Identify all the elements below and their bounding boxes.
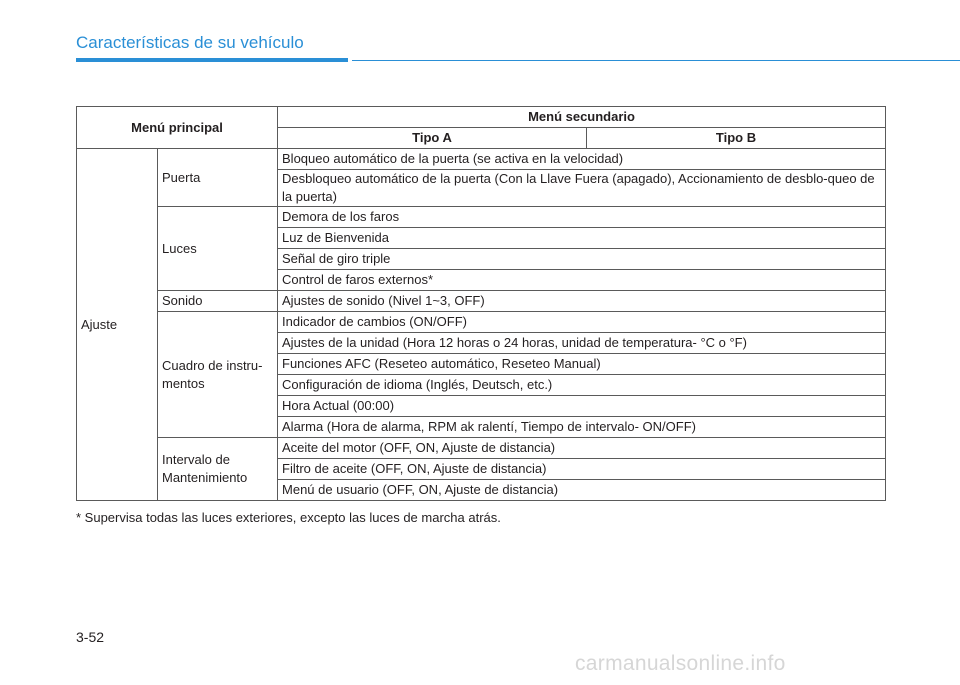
submenu-group-luces: Luces [158,207,278,291]
table-cell: Demora de los faros [278,207,886,228]
col-header-type-b: Tipo B [587,128,886,149]
table-row [77,207,886,228]
table-cell: Desbloqueo automático de la puerta (Con la Llave Fuera (apagado), Accionamiento de desblo-queo de la puerta) [278,170,886,207]
table-row [77,291,886,312]
table-row [77,149,886,170]
table-cell: Filtro de aceite (OFF, ON, Ajuste de distancia) [278,459,886,480]
table-cell: Ajustes de sonido (Nivel 1~3, OFF) [278,291,886,312]
table-cell: Aceite del motor (OFF, ON, Ajuste de distancia) [278,438,886,459]
submenu-group-intervalo: Intervalo de Mantenimiento [158,438,278,501]
table-cell: Indicador de cambios (ON/OFF) [278,312,886,333]
submenu-group-sonido: Sonido [158,291,278,312]
section-title: Características de su vehículo [76,33,304,52]
table-cell: Señal de giro triple [278,249,886,270]
submenu-group-puerta: Puerta [158,149,278,207]
table-cell: Control de faros externos* [278,270,886,291]
table-row [77,312,886,333]
table-cell: Luz de Bienvenida [278,228,886,249]
submenu-group-cuadro: Cuadro de instru-mentos [158,312,278,438]
settings-menu-table [76,106,886,501]
col-header-submenu: Menú secundario [278,107,886,128]
header-rule-thin [352,60,960,61]
col-header-main-menu: Menú principal [77,107,278,149]
header-rule-thick [76,58,348,62]
table-cell: Alarma (Hora de alarma, RPM ak ralentí, Tiempo de intervalo- ON/OFF) [278,417,886,438]
col-header-type-a: Tipo A [278,128,587,149]
table-cell: Configuración de idioma (Inglés, Deutsch, etc.) [278,375,886,396]
table-cell: Hora Actual (00:00) [278,396,886,417]
table-cell: Funciones AFC (Reseteo automático, Reseteo Manual) [278,354,886,375]
table-header-row [77,107,886,128]
watermark: carmanualsonline.info [575,652,786,675]
page-number: 3-52 [76,629,105,645]
footnote: * Supervisa todas las luces exteriores, excepto las luces de marcha atrás. [76,510,501,525]
main-menu-ajuste: Ajuste [77,149,158,501]
table-cell: Bloqueo automático de la puerta (se activa en la velocidad) [278,149,886,170]
table-cell: Menú de usuario (OFF, ON, Ajuste de distancia) [278,480,886,501]
table-row [77,438,886,459]
table-cell: Ajustes de la unidad (Hora 12 horas o 24 horas, unidad de temperatura- °C o °F) [278,333,886,354]
